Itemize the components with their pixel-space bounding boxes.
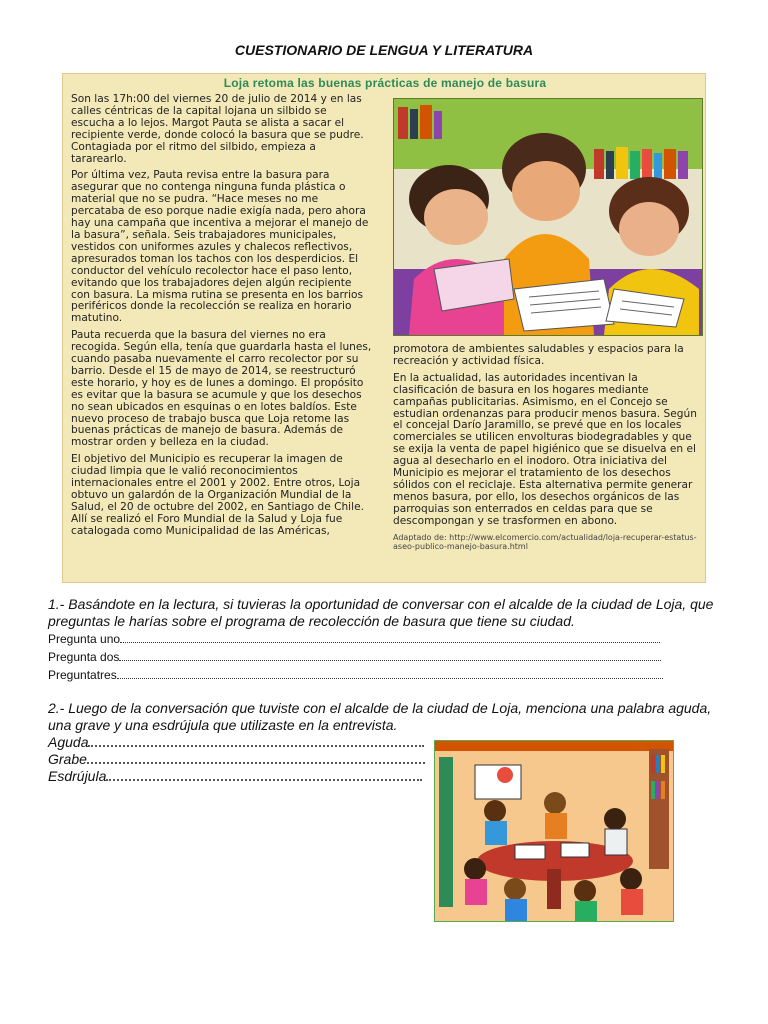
article-paragraph: Por última vez, Pauta revisa entre la basura para asegurar que no contenga ninguna funda plástica o material que no se pudra. “Hace meses no me percataba de eso porque nadie exigía nada, pero ahora hay una campaña que incentiva a mejorar el manejo de la basura”, señala. Seis trabajadores municipales, vestidos con uniformes azules y chalecos reflectivos, apresurados toman los tachos con los desperdicios. El conductor del vehículo recolector hace el paso lento, evitando que los trabajadores dejen algún recipiente con basura. La misma rutina se presenta en los barrios periféricos donde la recolección se realiza en horario matutino. bbox=[71, 169, 369, 325]
article-paragraph: Son las 17h:00 del viernes 20 de julio de 2014 y en las calles céntricas de la capital lojana un silbido se escucha a lo lejos. Margot Pauta se alista a sacar el recipiente verde, donde colocó la basura que se pudre. Contagiada por el ritmo del silbido, empieza a tararearlo. bbox=[71, 93, 364, 165]
article-source: Adaptado de: http://www.elcomercio.com/actualidad/loja-recuperar-estatus-aseo-publico-manejo-basura.html bbox=[393, 532, 697, 551]
children-reading-drawing bbox=[394, 99, 702, 335]
question-line-label: Preguntatres bbox=[48, 668, 117, 682]
question-2: 2.- Luego de la conversación que tuviste con el alcalde de la ciudad de Loja, menciona una palabra aguda, una grave y una esdrújula que utilizaste en la entrevista. bbox=[48, 700, 712, 733]
answer-label: Grabe bbox=[48, 751, 87, 767]
answer-aguda[interactable] bbox=[48, 734, 424, 750]
answer-label: Aguda bbox=[48, 734, 89, 750]
dotted-line bbox=[87, 760, 425, 764]
library-table-illustration bbox=[434, 740, 674, 922]
question-line-label: Pregunta dos bbox=[48, 650, 120, 664]
article-heading: Loja retoma las buenas prácticas de manejo de basura bbox=[223, 76, 547, 90]
children-reading-illustration bbox=[393, 98, 703, 336]
library-table-drawing bbox=[435, 741, 673, 921]
dotted-line bbox=[106, 777, 422, 781]
article-right-column bbox=[393, 344, 699, 551]
question-line-label: Pregunta uno bbox=[48, 632, 121, 646]
page-title: CUESTIONARIO DE LENGUA Y LITERATURA bbox=[234, 42, 534, 58]
article-left-column bbox=[71, 94, 373, 543]
article-paragraph: En la actualidad, las autoridades incentivan la clasificación de basura en los hogares mediante campañas publicitarias. Asimismo, en el Concejo se estudian ordenanzas para producir menos basura. Según el concejal Darío Jaramillo, se prevé que en los locales comerciales se utilicen envolturas biodegradables y que se exija la venta de papel higiénico que se disuelva en el agua al desecharlo en el inodoro. Otra iniciativa del Municipio es mejorar el tratamiento de los desechos sólidos con el reciclaje. Esta alternativa permite generar menos basura, por ello, los desechos orgánicos de las parroquias son enterrados en celdas para que se descompongan y se trasformen en abono. bbox=[393, 371, 697, 527]
dotted-line bbox=[119, 658, 661, 661]
answer-label: Esdrújula bbox=[48, 768, 107, 784]
question-line-1[interactable] bbox=[48, 632, 660, 646]
dotted-line bbox=[120, 640, 660, 643]
question-line-2[interactable] bbox=[48, 650, 661, 664]
question-line-3[interactable] bbox=[48, 668, 663, 682]
article-paragraph: Pauta recuerda que la basura del viernes no era recogida. Según ella, tenía que guardarla hasta el lunes, cuando pasaba nuevamente el carro recolector por su barrio. Desde el 15 de mayo de 2014, se reestructuró este horario, y hoy es de lunes a domingo. El propósito es evitar que la basura se acumule y que los desechos no sean ubicados en esquinas o en lotes baldíos. Este nuevo proceso de trabajo busca que Loja retome las buenas prácticas de manejo de basura. Además de mostrar orden y belleza en la ciudad. bbox=[71, 329, 372, 449]
article-panel bbox=[62, 73, 706, 583]
dotted-line bbox=[117, 676, 663, 679]
dotted-line bbox=[88, 743, 424, 747]
answer-grave[interactable] bbox=[48, 751, 425, 767]
article-paragraph: promotora de ambientes saludables y espacios para la recreación y actividad física. bbox=[393, 343, 684, 367]
answer-esdrujula[interactable] bbox=[48, 768, 422, 784]
article-paragraph: El objetivo del Municipio es recuperar la imagen de ciudad limpia que le valió reconocimientos internacionales entre el 2001 y 2002. Entre otros, Loja obtuvo un galardón de la Organización Mundial de la Salud, el 20 de octubre del 2002, en Santiago de Chile. Allí se realizó el Foro Mundial de la Salud y Loja fue catalogada como Municipalidad de las Américas, bbox=[71, 453, 364, 537]
question-1: 1.- Basándote en la lectura, si tuvieras la oportunidad de conversar con el alcalde de la ciudad de Loja, que preguntas le harías sobre el programa de recolección de basura que tiene su ciudad. bbox=[48, 596, 714, 629]
